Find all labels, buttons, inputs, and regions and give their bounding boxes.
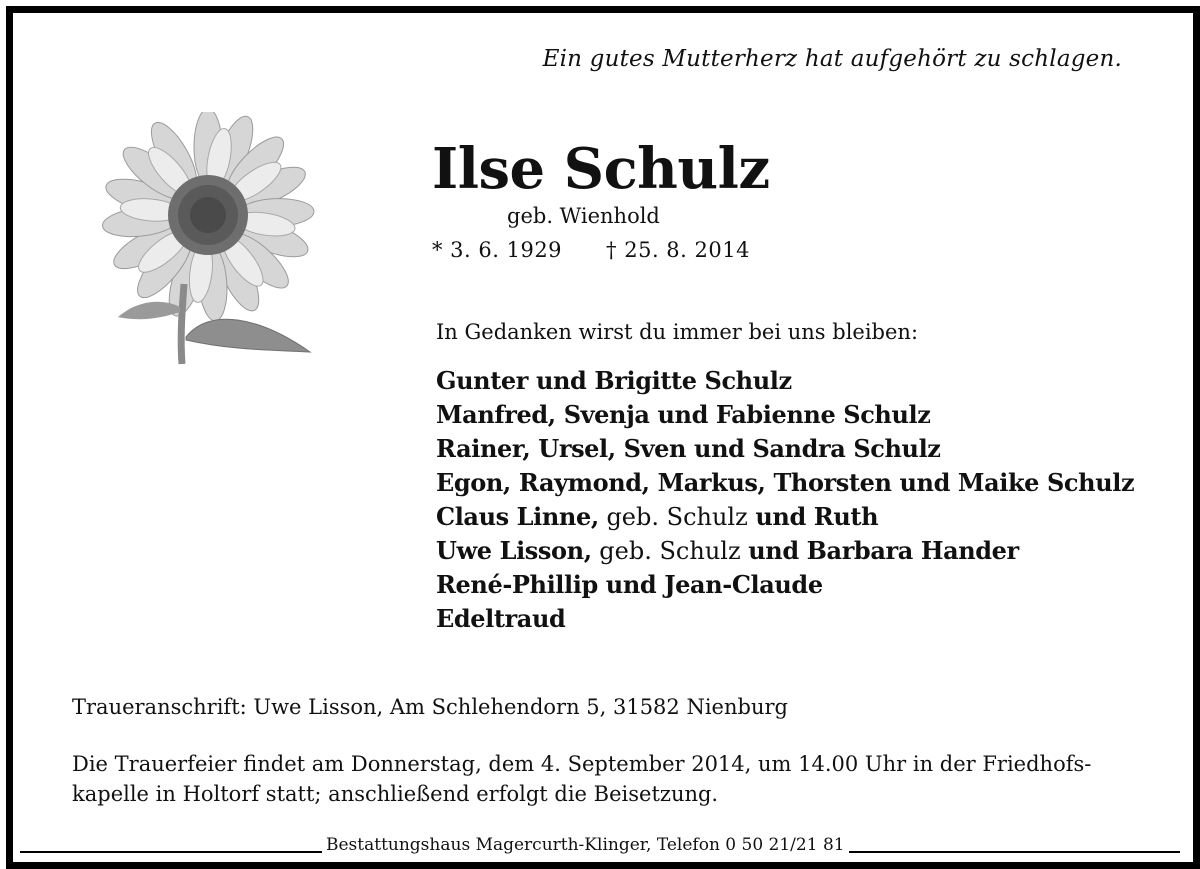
service-line: kapelle in Holtorf statt; anschließend erfolgt die Beisetzung. bbox=[72, 782, 719, 806]
sunflower-image bbox=[100, 112, 320, 372]
mourner-maiden-name: geb. Schulz bbox=[591, 537, 749, 565]
life-dates bbox=[432, 238, 750, 262]
mourner-line bbox=[436, 568, 1134, 602]
mourner-name: Gunter und Brigitte Schulz bbox=[436, 366, 792, 395]
mourner-name: René-Phillip und Jean-Claude bbox=[436, 570, 823, 599]
motto: Ein gutes Mutterherz hat aufgehört zu schlagen. bbox=[542, 46, 1122, 72]
mourner-name: Edeltraud bbox=[436, 604, 566, 633]
mourner-line bbox=[436, 534, 1134, 568]
mourner-name: Manfred, Svenja und Fabienne Schulz bbox=[436, 400, 931, 429]
mourner-name: Claus Linne, bbox=[436, 502, 599, 531]
mourners-list bbox=[436, 364, 1134, 636]
mourner-partner: und Barbara Hander bbox=[748, 536, 1019, 565]
funeral-service-info bbox=[72, 749, 1142, 809]
funeral-home-footer: Bestattungshaus Magercurth-Klinger, Telefon 0 50 21/21 81 bbox=[322, 835, 849, 855]
mourner-line bbox=[436, 432, 1134, 466]
mourner-line bbox=[436, 500, 1134, 534]
mourner-partner: und Ruth bbox=[755, 502, 879, 531]
mourner-line bbox=[436, 602, 1134, 636]
mourner-line bbox=[436, 398, 1134, 432]
mourner-line bbox=[436, 364, 1134, 398]
mourner-name: Egon, Raymond, Markus, Thorsten und Maike Schulz bbox=[436, 468, 1135, 497]
mourner-name: Rainer, Ursel, Sven und Sandra Schulz bbox=[436, 434, 941, 463]
mourner-name: Uwe Lisson, bbox=[436, 536, 592, 565]
mourner-maiden-name: geb. Schulz bbox=[598, 503, 756, 531]
mourner-line bbox=[436, 466, 1134, 500]
birth-name: geb. Wienhold bbox=[507, 204, 660, 228]
deceased-name: Ilse Schulz bbox=[432, 136, 770, 202]
mourning-intro: In Gedanken wirst du immer bei uns bleiben: bbox=[436, 320, 919, 344]
birth-date: * 3. 6. 1929 bbox=[432, 238, 563, 262]
mourning-address: Traueranschrift: Uwe Lisson, Am Schlehendorn 5, 31582 Nienburg bbox=[72, 695, 788, 719]
service-line: Die Trauerfeier findet am Donnerstag, dem 4. September 2014, um 14.00 Uhr in der Friedhofs- bbox=[72, 752, 1092, 776]
death-date: † 25. 8. 2014 bbox=[606, 238, 750, 262]
